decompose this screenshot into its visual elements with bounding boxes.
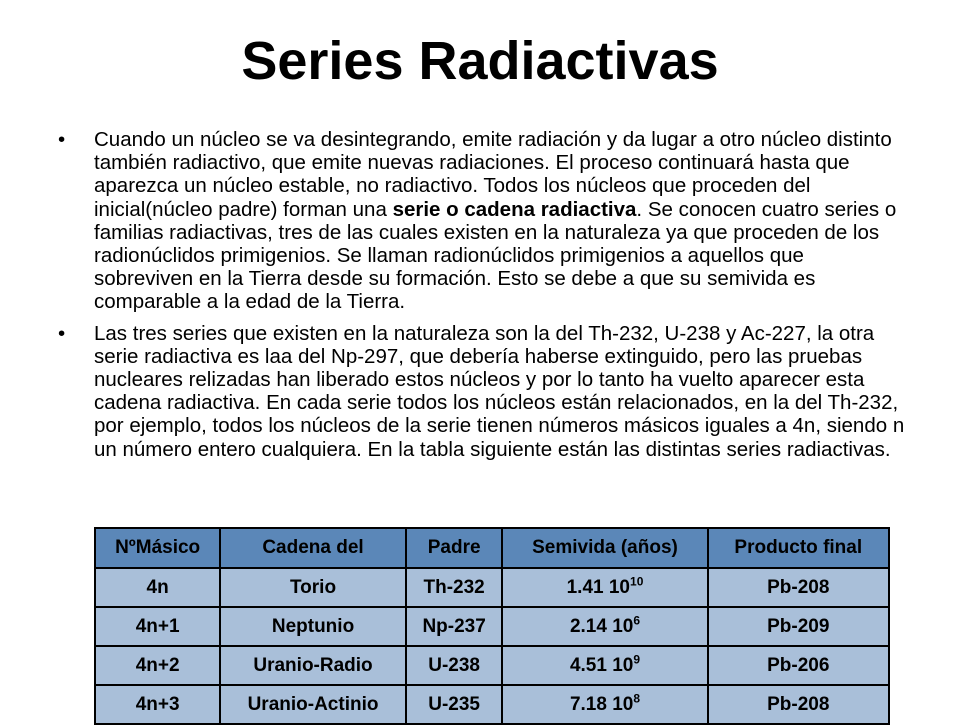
semivida-base: 1.41 10 [566,576,631,598]
cell-producto: Pb-208 [708,685,889,724]
semivida-exponent: 10 [630,574,644,589]
table-row [95,607,889,646]
cell-producto: Pb-206 [708,646,889,685]
table-row [95,568,889,607]
semivida-exponent: 6 [633,613,641,628]
cell-semivida [502,607,707,646]
cell-padre: U-238 [406,646,503,685]
header-numero-masico: NºMásico [95,528,220,568]
bullet-list [58,128,906,469]
bullet-text: Las tres series que existen en la naturaleza son la del Th-232, U-238 y Ac-227, la otra serie radiactiva es laa del Np-297, que debería haberse extinguido, pero las pruebas nucleares relizadas han liberado estos núcleos y por lo tanto ha vuelto aparecer esta cadena radiactiva. En cada serie todos los núcleos están relacionados, en la del Th-232, por ejemplo, todos los núcleos de la serie tienen números másicos iguales a 4n, siendo n un número entero cualquiera. En la tabla siguiente están las distintas series radiactivas. [94,321,905,461]
bullet-dot-icon: • [58,128,66,151]
cell-masico: 4n+1 [95,607,220,646]
table-header-row [95,528,889,568]
cell-masico: 4n+2 [95,646,220,685]
cell-padre: Np-237 [406,607,503,646]
header-producto-final: Producto final [708,528,889,568]
header-cadena: Cadena del [220,528,406,568]
cell-semivida [502,646,707,685]
header-padre: Padre [406,528,503,568]
table-row [95,685,889,724]
cell-cadena: Torio [220,568,406,607]
bullet-text-part2: . Se conocen cuatro series o familias radiactivas, tres de las cuales existen en la naturaleza ya que proceden de los radionúclidos primigenios. Se llaman radionúclidos primigenios a aquellos que sobreviven en la Tierra desde su formación. Esto se debe a que su semivida es comparable a la edad de la Tierra. [94,197,897,314]
bullet-text-part1: Cuando un núcleo se va desintegrando, emite radiación y da lugar a otro núcleo distinto también radiactivo, que emite nuevas radiaciones. El proceso continuará hasta que aparezca un núcleo estable, no radiactivo. Todos los núcleos que proceden del inicial(núcleo padre) forman una [94,128,892,221]
semivida-base: 2.14 10 [569,615,634,637]
bullet-item-radioactive-decay [58,128,906,314]
cell-padre: Th-232 [406,568,503,607]
cell-cadena: Uranio-Radio [220,646,406,685]
bullet-item-natural-series [58,322,906,461]
cell-cadena: Neptunio [220,607,406,646]
cell-producto: Pb-208 [708,568,889,607]
bullet-text-bold-term: serie o cadena radiactiva [392,197,637,221]
header-semivida: Semivida (años) [502,528,707,568]
semivida-base: 4.51 10 [569,654,634,676]
cell-masico: 4n+3 [95,685,220,724]
semivida-base: 7.18 10 [569,693,634,715]
radioactive-series-table [94,527,890,725]
semivida-exponent: 9 [633,652,641,667]
semivida-exponent: 8 [633,691,641,706]
bullet-dot-icon: • [58,321,66,345]
cell-padre: U-235 [406,685,503,724]
slide-title: Series Radiactivas [241,31,719,91]
cell-semivida [502,568,707,607]
table-row [95,646,889,685]
cell-masico: 4n [95,568,220,607]
cell-cadena: Uranio-Actinio [220,685,406,724]
cell-semivida [502,685,707,724]
cell-producto: Pb-209 [708,607,889,646]
